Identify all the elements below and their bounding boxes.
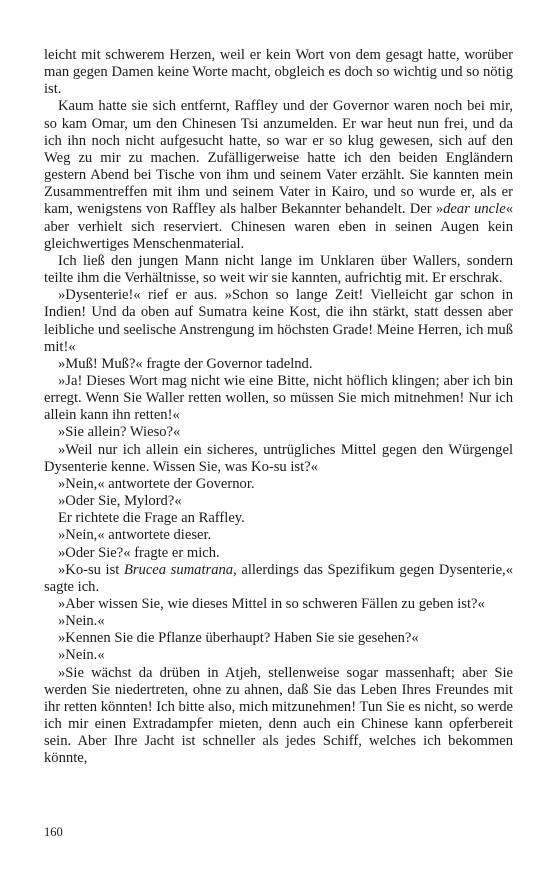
page-body [44, 47, 513, 768]
text-run: »Kennen Sie die Pflanze überhaupt? Haben Sie sie gesehen?« [58, 630, 419, 647]
italic-text: Brucea sumatrana [123, 561, 234, 578]
paragraph [44, 493, 513, 510]
paragraph [44, 510, 513, 527]
text-run: Ich ließ den jungen Mann nicht lange im Unklaren über Wallers, sondern teilte ihm die Verhältnisse, so weit wir sie kannten, aufrichtig mit. Er erschrak. [44, 252, 513, 287]
text-run: »Nein,« antwortete der Governor. [58, 475, 255, 492]
text-run: Er richtete die Frage an Raffley. [58, 510, 245, 527]
paragraph [44, 442, 513, 476]
paragraph [44, 253, 513, 287]
text-run: »Sie allein? Wieso?« [58, 424, 181, 441]
text-run: « aber verhielt sich reserviert. Chinesen waren eben in seinen Augen kein gleichwertiges Menschenmaterial. [44, 201, 513, 252]
paragraph [44, 424, 513, 441]
paragraph [44, 287, 513, 356]
page-number: 160 [44, 825, 63, 839]
paragraph [44, 373, 513, 424]
text-run: »Dysenterie!« rief er aus. »Schon so lange Zeit! Vielleicht gar schon in Indien! Und da oben auf Sumatra keine Kost, die ihn stärkt, statt dessen aber leibliche und seelische Anstrengung im höchsten Grade! Meine Herren, ich muß mit!« [44, 287, 513, 355]
paragraph [44, 545, 513, 562]
text-run: »Nein.« [58, 613, 105, 630]
paragraph [44, 527, 513, 544]
text-run: Kaum hatte sie sich entfernt, Raffley und der Governor waren noch bei mir, so kam Omar, um den Chinesen Tsi anzumelden. Er war heut nun frei, und da ich ihn noch nicht aufgesucht hatte, so war er so klug gewesen, sich auf den Weg zu mir zu machen. Zufälligerweise hatte ich den beiden Engländern gestern Abend bei Tische von ihm und seinem Vater erzählt. Sie kannten mein Zusammentreffen mit ihm und seinem Vater in Kairo, und so wurde er, als er kam, wenigstens von Raffley als halber Bekannter behandelt. Der » [44, 98, 513, 218]
text-run: »Oder Sie?« fragte er mich. [58, 544, 220, 561]
text-run: »Aber wissen Sie, wie dieses Mittel in so schweren Fällen zu geben ist?« [58, 596, 485, 612]
text-run: »Nein.« [58, 647, 105, 664]
italic-text: dear uncle [443, 201, 506, 218]
paragraph [44, 613, 513, 630]
paragraph [44, 47, 513, 98]
text-run: »Weil nur ich allein ein sicheres, untrügliches Mittel gegen den Würgengel Dysenterie kenne. Wissen Sie, was Ko-su ist?« [44, 441, 513, 475]
paragraph [44, 630, 513, 647]
text-run: »Sie wächst da drüben in Atjeh, stellenweise sogar massenhaft; aber Sie werden Sie niedertreten, ohne zu ahnen, daß Sie das Leben Ihres Freundes mit ihr retten könnten! Ich bitte also, mich mitzunehmen! Tun Sie es nicht, so werde ich mir einen Extradampfer mieten, denn auch ein Chinese kann opferbereit sein. Aber Ihre Jacht ist schneller als jedes Schiff, welches ich bekommen könnte, [44, 664, 513, 767]
text-run: »Ko-su ist [58, 561, 124, 578]
text-run: »Oder Sie, Mylord?« [58, 493, 182, 510]
text-run: »Ja! Dieses Wort mag nicht wie eine Bitte, nicht höflich klingen; aber ich bin erregt. Wenn Sie Waller retten wollen, so müssen Sie mich mitnehmen! Nur ich allein kann ihn retten!« [44, 372, 513, 424]
text-run: leicht mit schwerem Herzen, weil er kein Wort von dem gesagt hatte, worüber man gegen Damen keine Worte macht, obgleich es doch so wichtig und so nötig ist. [44, 47, 513, 98]
paragraph [44, 647, 513, 664]
paragraph [44, 356, 513, 373]
text-run: »Nein,« antwortete dieser. [58, 527, 212, 544]
paragraph [44, 665, 513, 768]
paragraph [44, 596, 513, 613]
paragraph [44, 562, 513, 596]
paragraph [44, 98, 513, 252]
paragraph [44, 476, 513, 493]
text-run: »Muß! Muß?« fragte der Governor tadelnd. [58, 355, 313, 372]
text-run: , allerdings das Spezifikum gegen Dysenterie,« sagte ich. [44, 561, 513, 595]
